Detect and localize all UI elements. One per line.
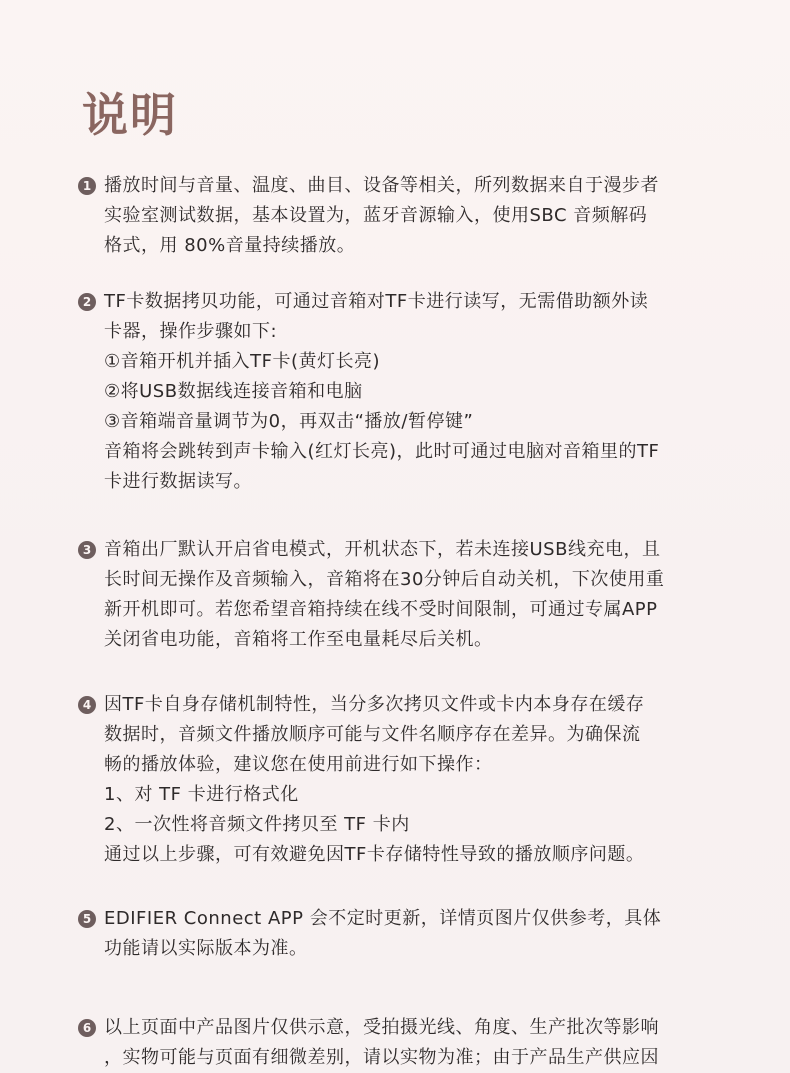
note-3 bbox=[78, 535, 728, 655]
note-6 bbox=[78, 1013, 728, 1073]
note-line: 新开机即可。若您希望音箱持续在线不受时间限制，可通过专属APP bbox=[104, 599, 658, 620]
note-number-badge: 5 bbox=[78, 910, 96, 928]
note-line: 播放时间与音量、温度、曲目、设备等相关，所列数据来自于漫步者 bbox=[104, 175, 659, 196]
note-line: 音箱出厂默认开启省电模式，开机状态下，若未连接USB线充电，且 bbox=[104, 539, 661, 560]
note-line: 实验室测试数据，基本设置为，蓝牙音源输入，使用SBC 音频解码 bbox=[104, 205, 648, 226]
note-line: 因TF卡自身存储机制特性，当分多次拷贝文件或卡内本身存在缓存 bbox=[104, 694, 645, 715]
note-line: 格式，用 80%音量持续播放。 bbox=[104, 235, 356, 256]
note-line: TF卡数据拷贝功能，可通过音箱对TF卡进行读写，无需借助额外读 bbox=[104, 291, 649, 312]
note-line: 卡进行数据读写。 bbox=[104, 471, 252, 492]
note-line: 卡器，操作步骤如下: bbox=[104, 321, 278, 342]
note-1 bbox=[78, 171, 728, 261]
note-line: 以上页面中产品图片仅供示意，受拍摄光线、角度、生产批次等影响 bbox=[104, 1017, 659, 1038]
note-line: 长时间无操作及音频输入，音箱将在30分钟后自动关机，下次使用重 bbox=[104, 569, 665, 590]
note-step: 1、对 TF 卡进行格式化 bbox=[104, 784, 299, 805]
note-number-badge: 2 bbox=[78, 293, 96, 311]
note-line: ，实物可能与页面有细微差别，请以实物为准；由于产品生产供应因 bbox=[104, 1047, 659, 1068]
note-line: 关闭省电功能，音箱将工作至电量耗尽后关机。 bbox=[104, 629, 493, 650]
note-number-badge: 4 bbox=[78, 696, 96, 714]
note-4 bbox=[78, 690, 728, 870]
note-line: EDIFIER Connect APP 会不定时更新，详情页图片仅供参考，具体 bbox=[104, 908, 662, 929]
note-step: 2、一次性将音频文件拷贝至 TF 卡内 bbox=[104, 814, 410, 835]
page-title: 说明 bbox=[82, 88, 178, 142]
note-line: 数据时，音频文件播放顺序可能与文件名顺序存在差异。为确保流 bbox=[104, 724, 641, 745]
note-step: ③音箱端音量调节为0，再双击“播放/暂停键” bbox=[104, 411, 474, 432]
note-line: 通过以上步骤，可有效避免因TF卡存储特性导致的播放顺序问题。 bbox=[104, 844, 645, 865]
note-number-badge: 1 bbox=[78, 177, 96, 195]
note-step: ②将USB数据线连接音箱和电脑 bbox=[104, 381, 363, 402]
note-line: 功能请以实际版本为准。 bbox=[104, 938, 308, 959]
note-line: 音箱将会跳转到声卡输入(红灯长亮)，此时可通过电脑对音箱里的TF bbox=[104, 441, 660, 462]
note-number-badge: 6 bbox=[78, 1019, 96, 1037]
note-2 bbox=[78, 287, 728, 497]
note-5 bbox=[78, 904, 728, 964]
note-number-badge: 3 bbox=[78, 541, 96, 559]
note-line: 畅的播放体验，建议您在使用前进行如下操作： bbox=[104, 754, 493, 775]
note-step: ①音箱开机并插入TF卡(黄灯长亮) bbox=[104, 351, 381, 372]
